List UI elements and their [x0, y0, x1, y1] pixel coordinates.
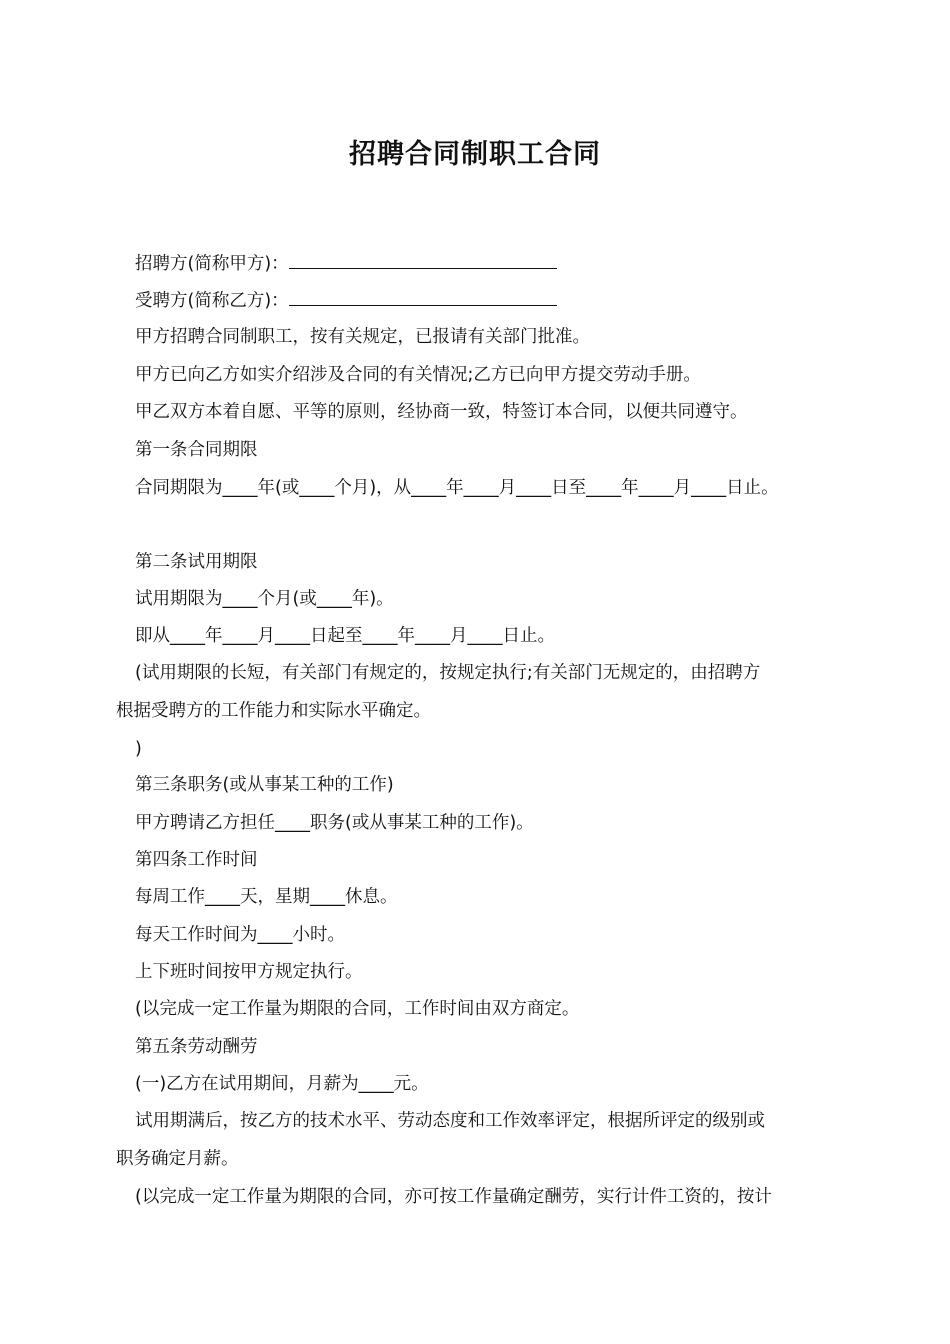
- probation-term-line: 试用期限为____个月(或____年)。: [135, 589, 394, 609]
- section-heading-5: 第五条劳动酬劳: [135, 1037, 258, 1057]
- paragraph: 每周工作____天，星期____休息。: [135, 887, 398, 907]
- paragraph-continuation: 职务确定月薪。: [116, 1149, 239, 1169]
- party-a-label: 招聘方(简称甲方)：: [135, 254, 289, 274]
- document-title: 招聘合同制职工合同: [349, 139, 601, 170]
- section-heading-2: 第二条试用期限: [135, 552, 258, 572]
- paragraph: 甲方招聘合同制职工，按有关规定，已报请有关部门批准。: [135, 327, 590, 347]
- paragraph: 甲方已向乙方如实介绍涉及合同的有关情况;乙方已向甲方提交劳动手册。: [135, 365, 701, 385]
- paragraph: 甲乙双方本着自愿、平等的原则，经协商一致，特签订本合同，以便共同遵守。: [135, 402, 748, 422]
- section-heading-1: 第一条合同期限: [135, 440, 258, 460]
- section-heading-3: 第三条职务(或从事某工种的工作): [135, 775, 394, 795]
- paragraph: 每天工作时间为____小时。: [135, 925, 345, 945]
- paragraph: 甲方聘请乙方担任____职务(或从事某工种的工作)。: [135, 813, 534, 833]
- paragraph-continuation: 根据受聘方的工作能力和实际水平确定。: [116, 701, 431, 721]
- paragraph: (试用期限的长短，有关部门有规定的，按规定执行;有关部门无规定的，由招聘方: [135, 663, 761, 683]
- paragraph: 试用期满后，按乙方的技术水平、劳动态度和工作效率评定，根据所评定的级别或: [135, 1111, 765, 1131]
- contract-term-line: 合同期限为____年(或____个月)，从____年____月____日至____年____月____日止。: [135, 478, 779, 498]
- party-b-blank: [289, 287, 557, 306]
- paragraph: (以完成一定工作量为期限的合同，亦可按工作量确定酬劳，实行计件工资的，按计: [135, 1187, 772, 1207]
- section-heading-4: 第四条工作时间: [135, 850, 258, 870]
- paragraph: 上下班时间按甲方规定执行。: [135, 962, 363, 982]
- party-b-label: 受聘方(简称乙方)：: [135, 291, 289, 311]
- party-a-blank: [289, 250, 557, 269]
- paragraph: (以完成一定工作量为期限的合同，工作时间由双方商定。: [135, 999, 580, 1019]
- paragraph: ): [135, 739, 142, 759]
- paragraph: (一)乙方在试用期间，月薪为____元。: [135, 1074, 429, 1094]
- party-b-line: [135, 287, 557, 314]
- probation-dates-line: 即从____年____月____日起至____年____月____日止。: [135, 626, 555, 646]
- party-a-line: [135, 250, 557, 277]
